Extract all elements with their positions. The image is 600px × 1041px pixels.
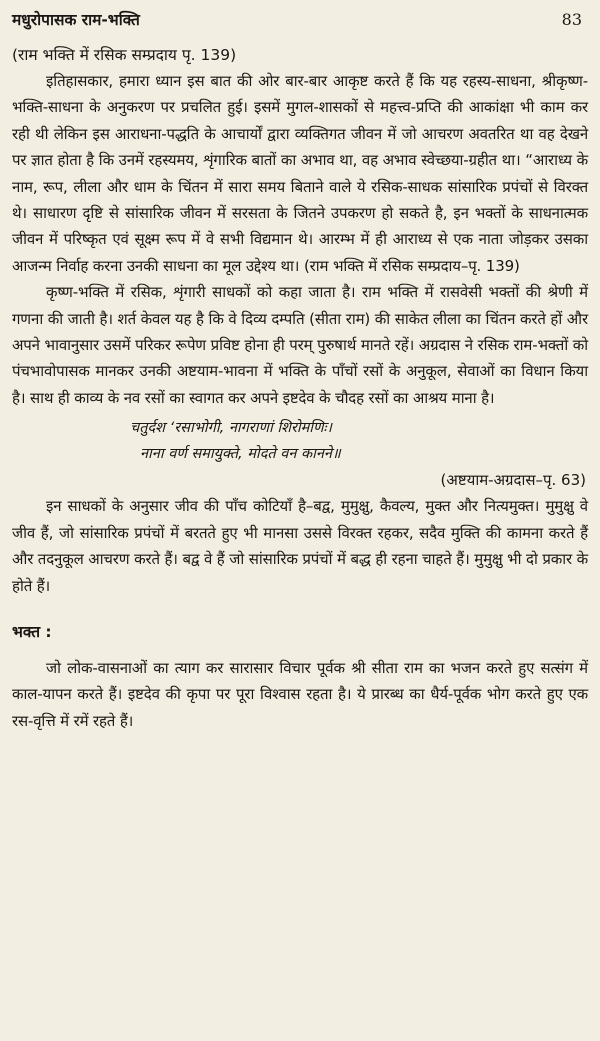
chapter-title: मधुरोपासक राम-भक्ति xyxy=(12,11,140,29)
running-header xyxy=(12,8,588,36)
page-number: 83 xyxy=(561,10,582,29)
verse-line-2: नाना वर्ण समायुक्ते, मोदते वन कानने॥ xyxy=(140,446,341,463)
top-citation: (राम भक्ति में रसिक सम्प्रदाय पृ. 139) xyxy=(12,46,237,64)
section-heading: भक्त : xyxy=(12,622,52,641)
verse-line-1: चतुर्दश ‘रसाभोगी, नागराणां शिरोमणिः। xyxy=(130,420,332,437)
verse-citation: (अष्टयाम-अग्रदास–पृ. 63) xyxy=(440,471,586,490)
paragraph-1: इतिहासकार, हमारा ध्यान इस बात की ओर बार-बार आकृष्ट करते हैं कि यह रहस्य-साधना, श्रीकृष्ण-भक्ति-साधना के अनुकरण पर प्रचलित हुई। इसमें मुगल-शासकों से महत्त्व-प्रप्ति की आकांक्षा भी काम कर रही थी लेकिन इस आराधना-पद्धति के आचार्यों द्वारा व्यक्तिगत जीवन में जो आचरण अवतरित था वह देखने पर ज्ञात होता है कि उनमें रहस्यमय, शृंगारिक बातों का अभाव था, वह अभाव स्वेच्छया-ग्रहीत था। “आराध्य के नाम, रूप, लीला और धाम के चिंतन में सारा समय बिताने वाले ये रसिक-साधक सांसारिक प्रपंचों से विरक्त थे। साधारण दृष्टि से सांसारिक जीवन में सरसता के जितने उपकरण हो सकते है, इन भक्तों के साधनात्मक जीवन में परिष्कृत एवं सूक्ष्म रूप में वे सभी विद्यमान थे। आरम्भ में ही आराध्य से एक नाता जोड़कर उसका आजन्म निर्वाह करना उनकी साधना का मूल उद्देश्य था। (राम भक्ति में रसिक सम्प्रदाय–पृ. 139) xyxy=(12,72,588,275)
sanskrit-verse xyxy=(12,415,588,467)
paragraph-4: जो लोक-वासनाओं का त्याग कर सारासार विचार पूर्वक श्री सीता राम का भजन करते हुए सत्संग में काल-यापन करते हैं। इष्टदेव की कृपा पर पूरा विश्वास रहता है। ये प्रारब्ध का धैर्य-पूर्वक भोग करते हुए एक रस-वृत्ति में रमें रहते हैं। xyxy=(12,658,588,730)
paragraph-3: इन साधकों के अनुसार जीव की पाँच कोटियाँ है–बद्व, मुमुक्षु, कैवल्य, मुक्त और नित्यमुक्त। मुमुक्षु वे जीव हैं, जो सांसारिक प्रपंचों में बरतते हुए भी मानसा उससे विरक्त रहकर, सदैव मुक्ति की कामना करते हैं और तदनुकूल आचरण करते हैं। बद्व वे हैं जो सांसारिक प्रपंचों में बद्ध ही रहना चाहते हैं। मुमुक्षु भी दो प्रकार के होते हैं। xyxy=(12,497,588,595)
paragraph-2: कृष्ण-भक्ति में रसिक, शृंगारी साधकों को कहा जाता है। राम भक्ति में रासवेसी भक्तों की श्रेणी में गणना की जाती है। शर्त केवल यह है कि वे दिव्य दम्पति (सीता राम) की साकेत लीला का चिंतन करते हों और अपने भावानुसार उसमें परिकर रूपेण प्रविष्ट होना ही परम् पुरुषार्थ मानते रहें। अग्रदास ने रसिक राम-भक्तों को पंचभावोपासक मानकर उनकी अष्टयाम-भावना में भक्ति के पाँचों रसों के अनुकूल, सेवाओं का विधान किया है। साथ ही काव्य के नव रसों का स्वागत कर अपने इष्टदेव के चौदह रसों का आश्रय माना है। xyxy=(12,283,588,407)
